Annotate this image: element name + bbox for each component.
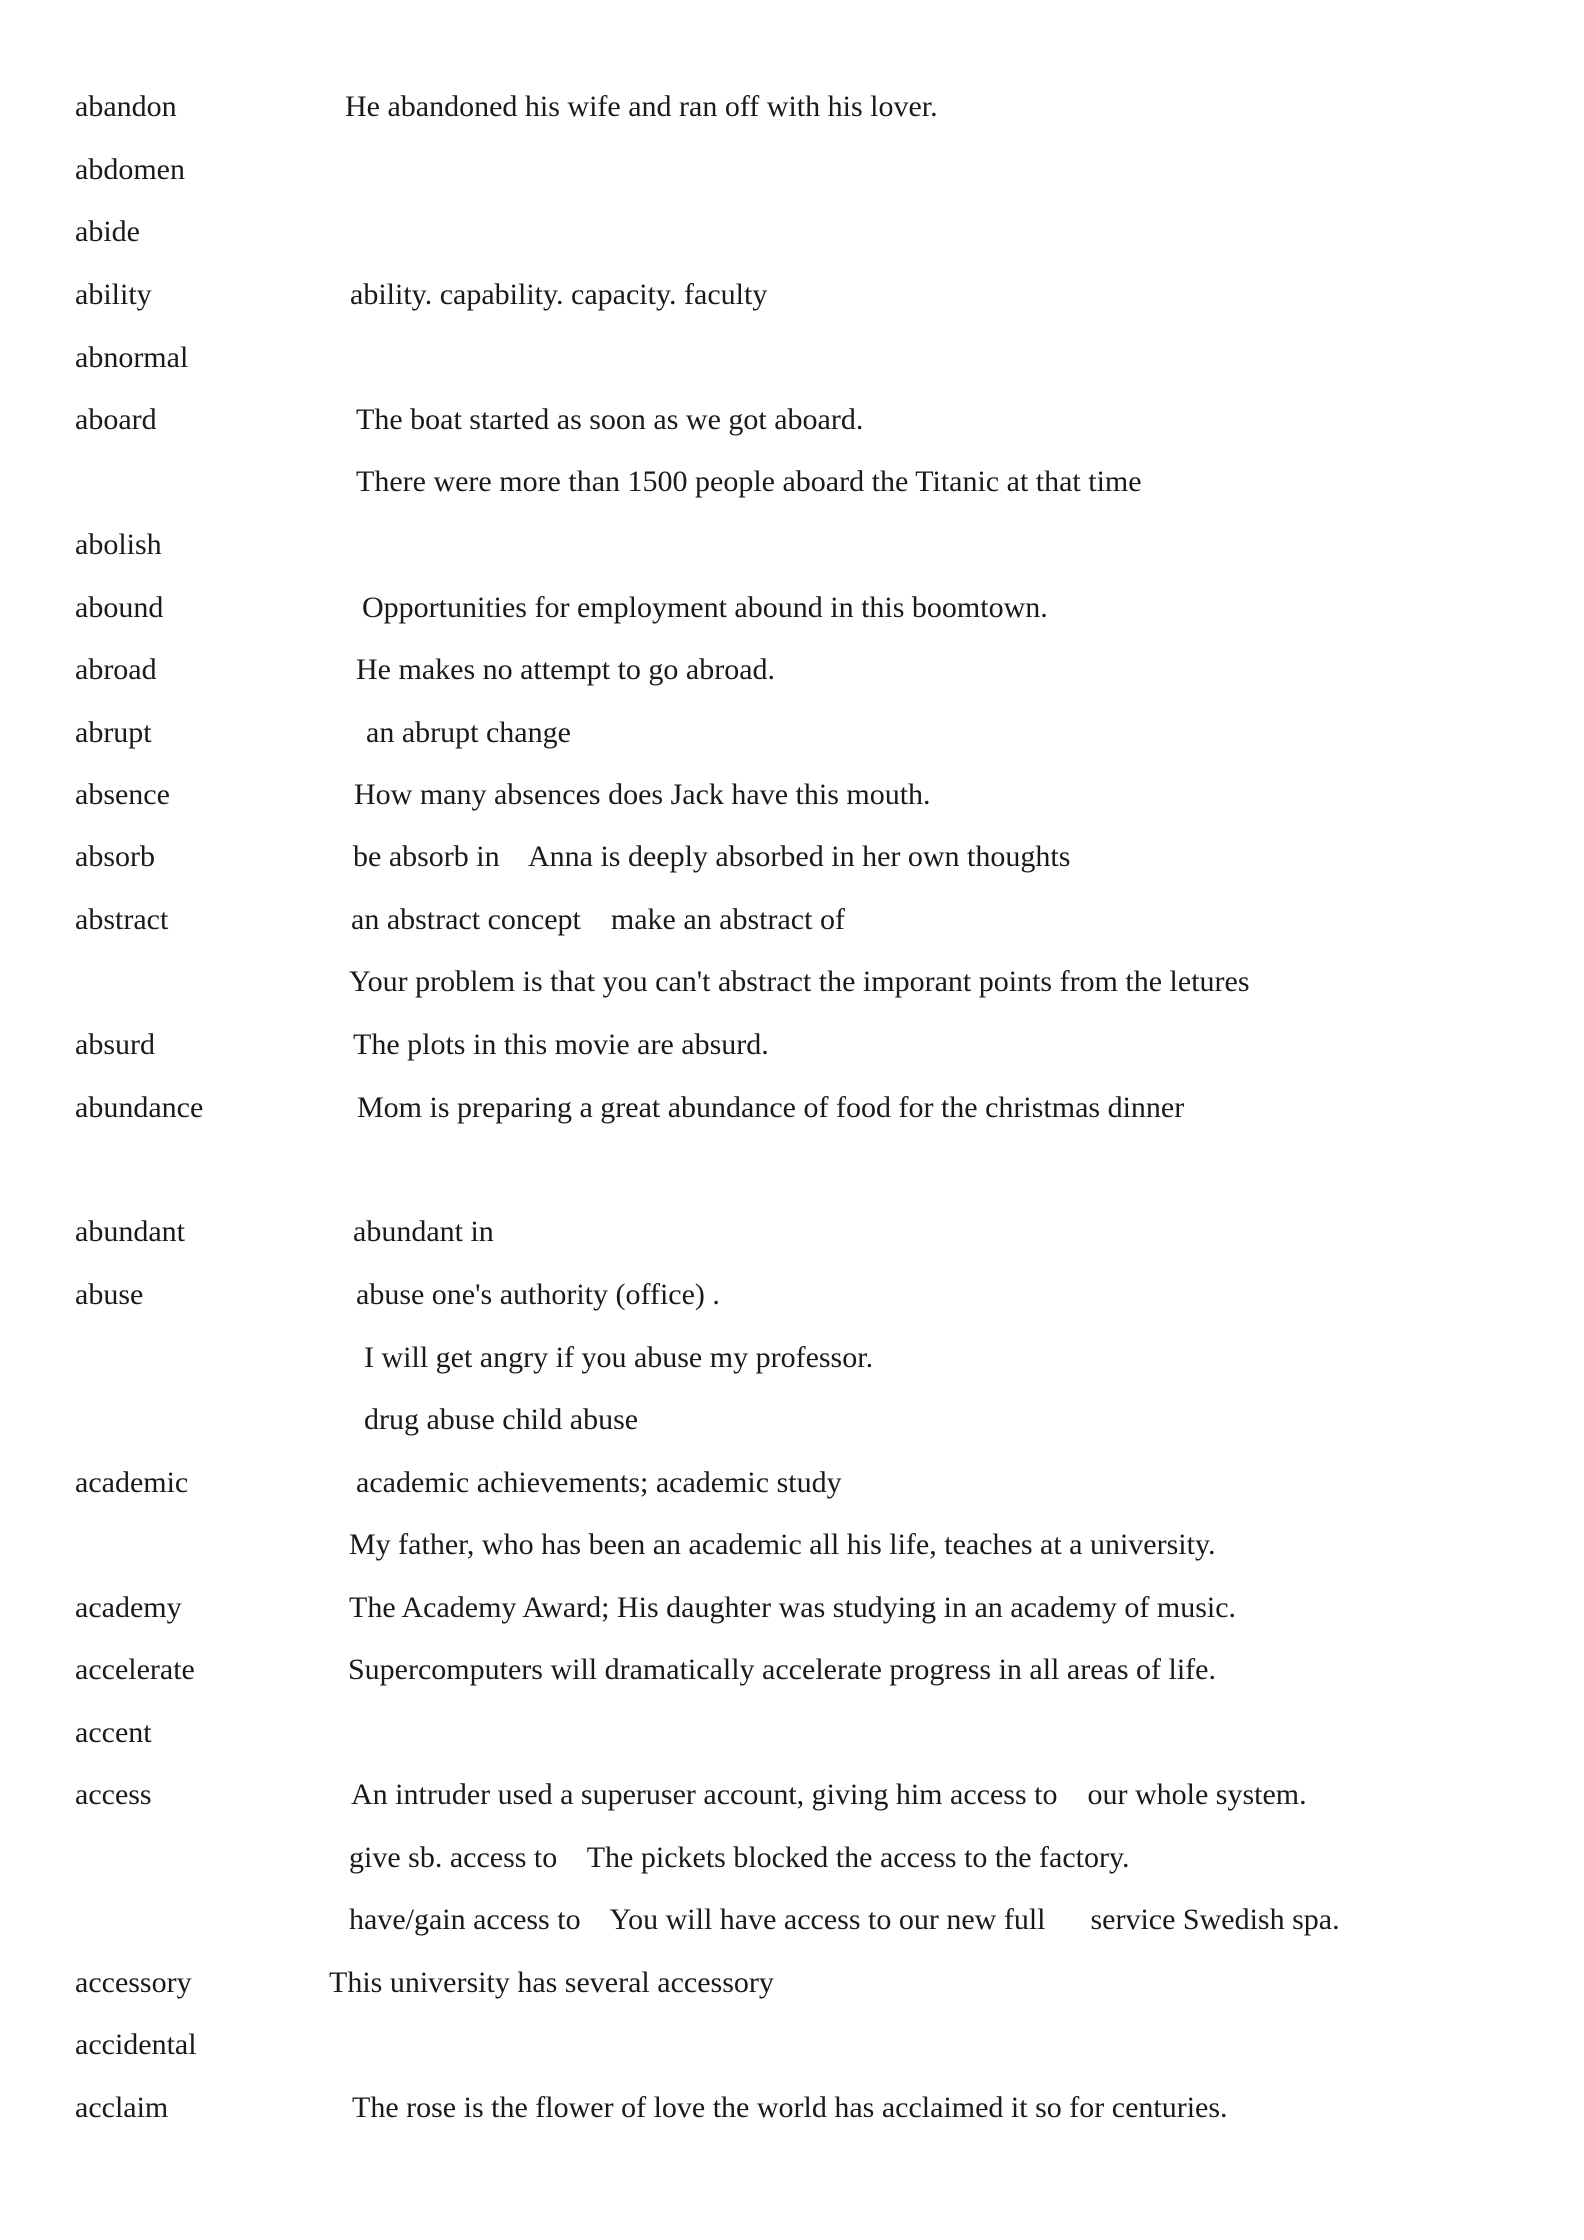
entry-row [0,1827,1584,1889]
entry-row [0,2014,1584,2076]
entry-row [0,1577,1584,1639]
entry-word: academic [75,1466,189,1499]
entry-example: My father, who has been an academic all his life, teaches at a university. [349,1528,1216,1561]
entry-row [0,1952,1584,2014]
entry-example: I will get angry if you abuse my professor. [364,1341,874,1374]
entry-word: acclaim [75,2091,169,2124]
entry-row [0,1014,1584,1076]
entry-row [0,1889,1584,1951]
entry-example: This university has several accessory [329,1966,774,1999]
entry-example: Mom is preparing a great abundance of food for the christmas dinner [357,1091,1185,1124]
entry-example: Supercomputers will dramatically accelerate progress in all areas of life. [348,1653,1216,1686]
entry-word: absurd [75,1028,155,1061]
entry-example: academic achievements; academic study [356,1466,842,1499]
entry-word: abnormal [75,341,189,374]
entry-word: abrupt [75,716,152,749]
entry-row [0,1702,1584,1764]
entry-row [0,1764,1584,1826]
entry-word: academy [75,1591,182,1624]
entry-word: accidental [75,2028,197,2061]
entry-word: accelerate [75,1653,195,1686]
entry-row [0,1514,1584,1576]
entry-word: abolish [75,528,162,561]
entry-word: abundance [75,1091,204,1124]
entry-example: give sb. access to The pickets blocked the access to the factory. [349,1841,1130,1874]
entry-word: accessory [75,1966,192,1999]
entry-word: abandon [75,90,177,123]
entry-word: abound [75,591,164,624]
entry-row [0,1264,1584,1326]
entry-example: An intruder used a superuser account, giving him access to our whole system. [351,1778,1307,1811]
entry-row [0,76,1584,138]
entry-row [0,514,1584,576]
entry-example: abuse one's authority (office) . [356,1278,720,1311]
entry-example: abundant in [353,1215,494,1248]
entry-word: access [75,1778,152,1811]
entry-word: abdomen [75,153,185,186]
entry-word: abundant [75,1215,185,1248]
entry-word: abuse [75,1278,144,1311]
entry-word: ability [75,278,152,311]
entry-row [0,702,1584,764]
entry-row [0,201,1584,263]
entry-row [0,1077,1584,1139]
entry-row [0,577,1584,639]
entry-example: The plots in this movie are absurd. [353,1028,769,1061]
entry-row [0,1389,1584,1451]
entry-example: The rose is the flower of love the world has acclaimed it so for centuries. [352,2091,1228,2124]
entry-word: abroad [75,653,157,686]
entry-row [0,2077,1584,2139]
entry-example: He makes no attempt to go abroad. [356,653,776,686]
entry-example: He abandoned his wife and ran off with his lover. [345,90,938,123]
entry-row [0,451,1584,513]
entry-example: have/gain access to You will have access to our new full service Swedish spa. [349,1903,1340,1936]
entry-example: Your problem is that you can't abstract the imporant points from the letures [349,965,1250,998]
entry-example: ability. capability. capacity. faculty [350,278,768,311]
entry-row [0,951,1584,1013]
entry-example: The boat started as soon as we got aboard. [356,403,864,436]
entry-row [0,1452,1584,1514]
entry-row [0,826,1584,888]
entry-row [0,139,1584,201]
entry-word: aboard [75,403,157,436]
entry-row [0,764,1584,826]
entry-word: accent [75,1716,152,1749]
entry-example: be absorb in Anna is deeply absorbed in her own thoughts [353,840,1071,873]
entry-example: How many absences does Jack have this mouth. [354,778,931,811]
entry-example: The Academy Award; His daughter was studying in an academy of music. [349,1591,1237,1624]
entry-example: There were more than 1500 people aboard the Titanic at that time [356,465,1142,498]
entry-row [0,1201,1584,1263]
entry-row [0,1327,1584,1389]
entry-row [0,389,1584,451]
entry-example: Opportunities for employment abound in this boomtown. [362,591,1048,624]
entry-row [0,1639,1584,1701]
entry-word: abstract [75,903,169,936]
entry-word: absence [75,778,170,811]
entry-word: absorb [75,840,155,873]
entry-example: an abstract concept make an abstract of [351,903,845,936]
entry-row [0,327,1584,389]
entry-example: an abrupt change [366,716,571,749]
entry-row [0,639,1584,701]
entry-row [0,889,1584,951]
entry-word: abide [75,215,140,248]
entry-example: drug abuse child abuse [364,1403,639,1436]
entry-row [0,264,1584,326]
